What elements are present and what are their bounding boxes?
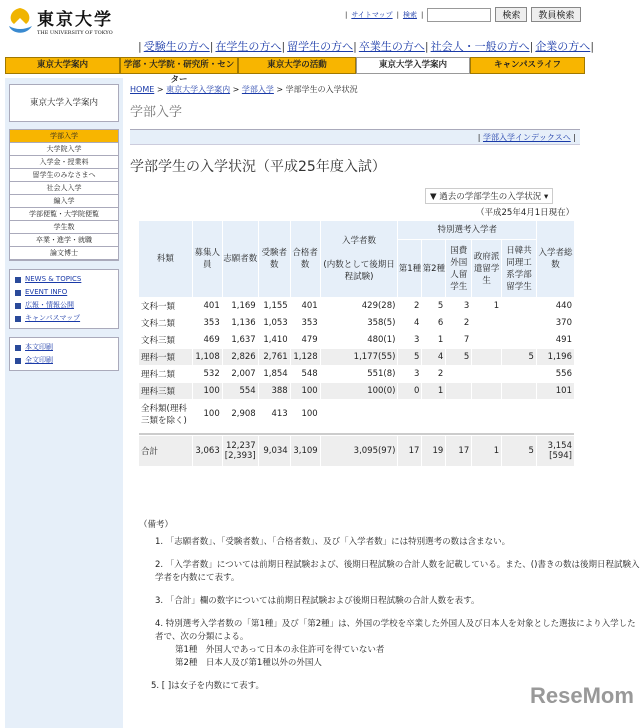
col-govt-intl: 国費外国人留学生 (446, 240, 471, 297)
audience-link[interactable]: 社会人・一般の方へ (430, 40, 530, 53)
table-cell (446, 400, 471, 428)
table-cell (472, 383, 501, 399)
sidebar-link[interactable] (15, 299, 113, 312)
table-cell: 19 (422, 436, 445, 466)
table-cell: 理科三類 (139, 383, 192, 399)
sidebar-link-label[interactable]: EVENT INFO (25, 288, 68, 296)
sidebar-menu-item[interactable]: 卒業・進学・就職 (10, 234, 118, 247)
notes (139, 518, 640, 703)
gnav-tab[interactable]: キャンパスライフ (470, 57, 585, 74)
col-govt-dispatch: 政府派遣留学生 (472, 240, 501, 297)
table-cell (446, 383, 471, 399)
table-cell: 532 (203, 369, 220, 379)
note-item: 4. 特別選考入学者数の「第1種」及び「第2種」は、外国の学校を卒業した外国人及び日本人を対象とした選抜により入学した者で、次の分類による。 第1種 外国人であって日本の永住許可を得ていない者 第2種 日本人及び第1種以外の外国人 (155, 619, 636, 668)
table-cell: 469 (203, 335, 220, 345)
table-cell: 全科類(理科三類を除く) (141, 404, 187, 426)
table-cell: 1,637 (231, 335, 256, 345)
table-cell: 401 (301, 301, 318, 311)
table-cell: 1,155 (263, 301, 288, 311)
gnav-tab[interactable]: 東京大学の活動 (238, 57, 356, 74)
sidebar-menu-item[interactable]: 留学生のみなさまへ (10, 169, 118, 182)
table-row (139, 383, 574, 399)
table-cell: 440 (555, 301, 572, 311)
sidebar-links (9, 269, 119, 329)
as-of-date: （平成25年4月1日現在） (476, 208, 575, 218)
table-cell: 1 (493, 301, 500, 311)
arrow-icon (15, 290, 21, 296)
table-cell (502, 332, 536, 348)
table-row (139, 298, 574, 314)
audience-link[interactable]: 企業の方へ (535, 40, 591, 53)
note-item: 5. [ ]は女子を内数にて表す。 (151, 681, 264, 691)
logo-text: 東京大学 (37, 10, 113, 30)
staff-search-button[interactable]: 教員検索 (531, 7, 581, 22)
table-cell: 370 (555, 318, 572, 328)
print-link[interactable] (15, 354, 113, 367)
print-icon (15, 358, 21, 364)
table-cell: 5 (437, 301, 444, 311)
table-cell: 100 (291, 383, 320, 399)
university-logo[interactable] (6, 5, 113, 36)
table-cell: 文科三類 (141, 336, 176, 346)
past-status-label: ▼ 過去の学部学生の入学状況 (430, 192, 542, 202)
note-item: 1. 「志願者数」、「受験者数」、「合格者数」、及び「入学者数」には特別選考の数は含まない。 (155, 537, 511, 547)
sidebar-link[interactable] (15, 286, 113, 299)
table-cell (472, 349, 501, 365)
table-cell: 17 (446, 436, 471, 466)
table-cell: 合計 (139, 436, 192, 466)
sidebar-menu-item[interactable]: 論文博士 (10, 247, 118, 260)
table-divider (139, 429, 574, 435)
table-cell: 1,108 (193, 349, 222, 365)
table-cell: 0 (398, 383, 421, 399)
index-link[interactable]: 学部入学インデックスへ (482, 133, 571, 142)
table-cell: 100 (203, 409, 220, 419)
search-input[interactable] (427, 8, 491, 22)
notes-heading: （備考） (139, 520, 174, 530)
table-cell (502, 298, 536, 314)
note-item: 2. 「入学者数」については前期日程試験および、後期日程試験の合計人数を記載している。また、()書きの数は後期日程試験入学者を内数にて表す。 (155, 560, 640, 583)
table-cell (502, 366, 536, 382)
table-cell: 1,053 (263, 318, 288, 328)
audience-link[interactable]: 受験生の方へ (143, 40, 210, 53)
table-cell: 353 (203, 318, 220, 328)
table-cell: 文科二類 (141, 319, 176, 329)
table-cell: 17 (398, 436, 421, 466)
table-cell (502, 383, 536, 399)
sidebar-menu-item[interactable]: 学部便覧・大学院便覧 (10, 208, 118, 221)
audience-link[interactable]: 在学生の方へ (215, 40, 282, 53)
sidebar-menu-item[interactable]: 学生数 (10, 221, 118, 234)
table-cell (472, 366, 501, 382)
col-total: 入学者総数 (537, 221, 574, 297)
past-status-dropdown[interactable] (425, 188, 553, 204)
table-cell: 401 (203, 301, 220, 311)
table-cell: 2,908 (231, 409, 256, 419)
index-bar: | 学部入学インデックスへ | (130, 129, 580, 145)
table-cell (398, 400, 421, 428)
col-special: 特別選考入学者 (398, 221, 535, 239)
table-cell: 4 (413, 318, 420, 328)
table-cell: 1,177(55) (321, 349, 398, 365)
col-enrolled: 入学者数 (内数として後期日程試験) (321, 221, 398, 297)
table-cell (446, 366, 471, 382)
sidebar-menu-item[interactable]: 大学院入学 (10, 143, 118, 156)
table-cell: 12,237 [2,393] (223, 436, 258, 466)
table-cell: 2 (437, 369, 444, 379)
table-cell: 5 (502, 436, 536, 466)
global-nav (5, 57, 585, 85)
table-cell (472, 400, 501, 428)
sidebar-link[interactable] (15, 273, 113, 286)
col-quota: 募集人員 (193, 221, 222, 297)
audience-nav: | 受験生の方へ| 在学生の方へ| 留学生の方へ| 卒業生の方へ| 社会人・一般の方へ| 企業の方へ| (138, 40, 595, 53)
table-cell: 388 (259, 383, 290, 399)
print-link[interactable] (15, 341, 113, 354)
ginkgo-logo-icon (6, 6, 34, 36)
table-cell: 491 (555, 335, 572, 345)
table-cell: 1,854 (263, 369, 288, 379)
table-cell: 100 (193, 383, 222, 399)
table-cell: 3,109 (291, 436, 320, 466)
table-cell: 7 (463, 335, 470, 345)
table-cell: 3,154 [594] (537, 436, 574, 466)
section-title: 学部入学 (130, 105, 183, 120)
gnav-tab[interactable]: 学部・大学院・研究所・センター (120, 57, 238, 74)
admissions-table (138, 220, 575, 467)
table-cell: 480(1) (367, 335, 396, 345)
sidebar-link-label[interactable]: 広報・情報公開 (25, 301, 74, 309)
table-cell: 9,034 (259, 436, 290, 466)
arrow-icon (15, 316, 21, 322)
table-cell: 1,196 (537, 349, 574, 365)
search-link[interactable]: 検索 (402, 10, 417, 19)
gnav-tab[interactable]: 東京大学案内 (5, 57, 120, 74)
table-cell: 文科一類 (141, 302, 176, 312)
table-cell (472, 315, 501, 331)
page-title: 学部学生の入学状況（平成25年度入試） (130, 159, 386, 175)
table-cell: 479 (301, 335, 318, 345)
table-cell: 100(0) (321, 383, 398, 399)
table-cell: 5 (502, 349, 536, 365)
table-cell: 5 (446, 349, 471, 365)
table-cell (502, 400, 536, 428)
table-cell: 551(8) (367, 369, 396, 379)
table-cell: 3 (463, 301, 470, 311)
table-cell: 1 (472, 436, 501, 466)
breadcrumb: HOME > 東京大学入学案内 > 学部入学 > 学部学生の入学状況 (130, 85, 358, 94)
print-link-label[interactable]: 本文印刷 (25, 343, 53, 351)
note-item: 3. 「合計」欄の数字については前期日程試験および後期日程試験の合計人数を表す。 (155, 596, 480, 606)
table-cell: 554 (223, 383, 258, 399)
table-cell: 358(5) (367, 318, 396, 328)
table-cell: 1 (422, 383, 445, 399)
breadcrumb-undergrad[interactable]: 学部入学 (241, 85, 274, 94)
sidebar-title: 東京大学入学案内 (9, 84, 119, 122)
gnav-tab-active[interactable]: 東京大学入学案内 (356, 57, 470, 74)
table-cell: 353 (301, 318, 318, 328)
breadcrumb-admissions[interactable]: 東京大学入学案内 (166, 85, 231, 94)
table-cell (502, 315, 536, 331)
table-cell: 2,007 (231, 369, 256, 379)
table-cell: 1,169 (231, 301, 256, 311)
col-type1: 第1種 (398, 240, 421, 297)
audience-link[interactable]: 卒業生の方へ (358, 40, 425, 53)
table-cell (422, 400, 445, 428)
sidebar-menu-item[interactable]: 社会人入学 (10, 182, 118, 195)
col-passed: 合格者数 (291, 221, 320, 297)
table-cell: 理科二類 (141, 370, 176, 380)
sidebar-link-label[interactable]: NEWS & TOPICS (25, 275, 82, 283)
table-cell: 101 (537, 383, 574, 399)
table-cell: 3 (413, 369, 420, 379)
utility-bar: | サイトマップ | 検索 | 検索 教員検索 (345, 7, 581, 22)
sidebar-link-label[interactable]: キャンパスマップ (25, 314, 81, 322)
sitemap-link[interactable]: サイトマップ (351, 10, 393, 19)
table-cell: 3 (413, 335, 420, 345)
table-row (139, 349, 574, 365)
audience-link[interactable]: 留学生の方へ (287, 40, 354, 53)
table-cell: 6 (437, 318, 444, 328)
breadcrumb-home[interactable]: HOME (130, 85, 155, 94)
table-cell: 413 (271, 409, 288, 419)
table-cell: 3,063 (193, 436, 222, 466)
chevron-down-icon: ▾ (543, 192, 549, 202)
table-cell: 2,761 (259, 349, 290, 365)
total-row (139, 436, 574, 466)
sidebar-link[interactable] (15, 312, 113, 325)
table-cell: 2 (463, 318, 470, 328)
resemom-watermark: ReseMom (530, 683, 634, 708)
print-icon (15, 345, 21, 351)
table-row (139, 400, 574, 428)
sidebar-menu (9, 129, 119, 261)
sidebar-menu-item[interactable]: 編入学 (10, 195, 118, 208)
search-button[interactable]: 検索 (495, 7, 527, 22)
table-cell: 2,826 (223, 349, 258, 365)
logo-english: THE UNIVERSITY OF TOKYO (37, 30, 113, 36)
table-cell (472, 332, 501, 348)
col-japan-korea: 日韓共同理工系学部留学生 (502, 240, 536, 297)
table-cell (321, 400, 398, 428)
table-cell: 理科一類 (139, 349, 192, 365)
col-category: 科類 (139, 221, 192, 297)
breadcrumb-current: 学部学生の入学状況 (285, 85, 358, 94)
table-cell: 100 (301, 409, 318, 419)
table-row (139, 332, 574, 348)
arrow-icon (15, 303, 21, 309)
col-examinees: 受験者数 (259, 221, 290, 297)
table-cell: 5 (398, 349, 421, 365)
table-cell: 556 (555, 369, 572, 379)
table-cell: 2 (413, 301, 420, 311)
table-cell: 4 (422, 349, 445, 365)
print-links (9, 337, 119, 371)
table-cell: 429(28) (361, 301, 396, 311)
table-row (139, 366, 574, 382)
table-cell: 1,410 (263, 335, 288, 345)
table-cell: 1 (437, 335, 444, 345)
table-cell: 3,095(97) (321, 436, 398, 466)
col-applicants: 志願者数 (223, 221, 258, 297)
table-cell (537, 400, 574, 428)
table-cell: 1,128 (291, 349, 320, 365)
sidebar (5, 78, 123, 728)
arrow-icon (15, 277, 21, 283)
col-type2: 第2種 (422, 240, 445, 297)
table-cell: 548 (301, 369, 318, 379)
table-cell: 1,136 (231, 318, 256, 328)
sidebar-menu-item[interactable]: 学部入学 (10, 130, 118, 143)
table-row (139, 315, 574, 331)
sidebar-menu-item[interactable]: 入学金・授業料 (10, 156, 118, 169)
print-link-label[interactable]: 全文印刷 (25, 356, 53, 364)
